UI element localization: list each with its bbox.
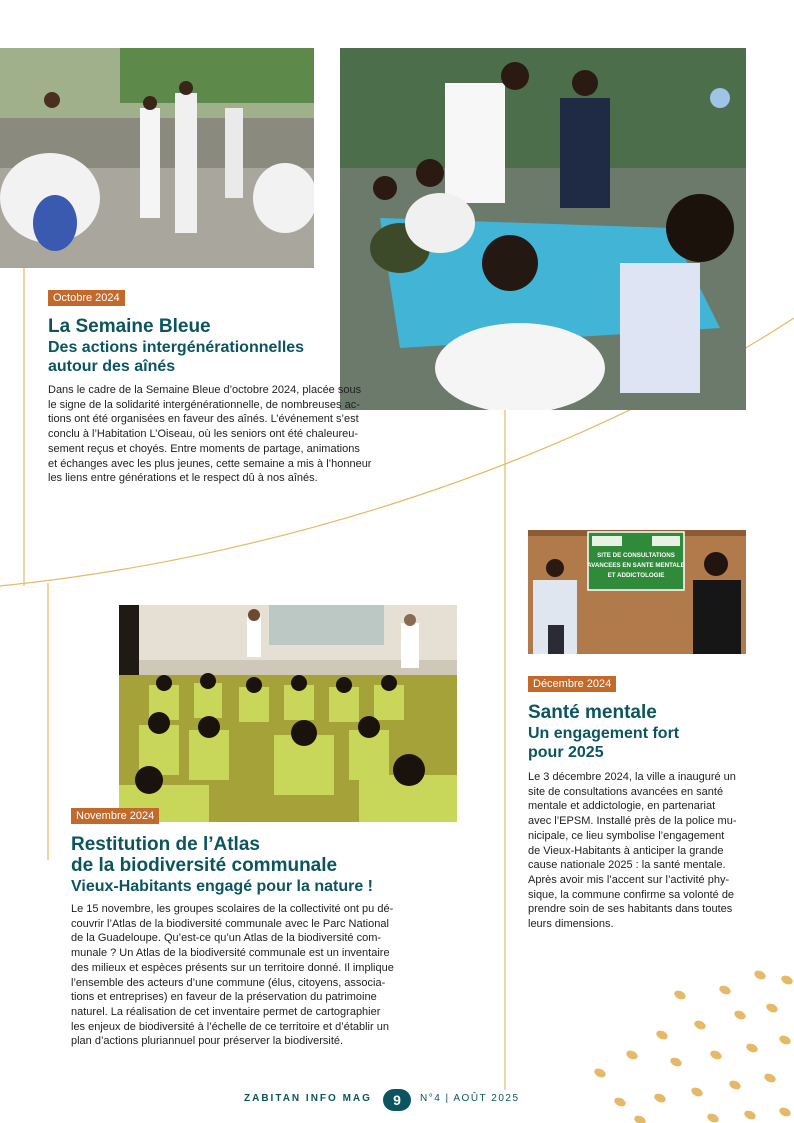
magazine-name: ZABITAN INFO MAG xyxy=(244,1093,372,1104)
semaine-line: le signe de la solidarité intergénérationnelle, de nombreuses ac- xyxy=(48,398,360,411)
atlas-line: plan d’actions pluriannuel pour préserver la biodiversité. xyxy=(71,1035,344,1048)
atlas-line: couvrir l’Atlas de la biodiversité communale avec le Parc National xyxy=(71,917,389,930)
atlas-line: l’ensemble des acteurs d’une commune (élus, citoyens, associa- xyxy=(71,976,386,989)
atlas-line: des milieux et espèces présents sur un territoire donné. Il implique xyxy=(71,961,394,974)
page-footer xyxy=(0,1089,794,1111)
sante-subtitle-line-1: Un engagement fort xyxy=(528,725,680,742)
atlas-presentation-photo xyxy=(119,605,457,822)
sante-line: de Vieux-Habitants à anticiper la grande xyxy=(528,844,724,857)
dance-photo xyxy=(0,48,314,268)
sante-line: mentale et addictologie, en partenariat xyxy=(528,800,716,813)
sign-line-2: AVANCEES EN SANTE MENTALE xyxy=(587,562,685,569)
semaine-line: sement reçus et choyés. Entre moments de partage, animations xyxy=(48,442,360,455)
semaine-line: les liens entre générations et le respect dû à nos aînés. xyxy=(48,472,318,485)
sante-line: site de consultations avancées en santé xyxy=(528,785,724,798)
atlas-line: de la Guadeloupe. Qu’est-ce qu’un Atlas de la biodiversité com- xyxy=(71,932,382,945)
sante-line: Le 3 décembre 2024, la ville a inauguré un xyxy=(528,771,736,783)
semaine-body xyxy=(48,383,390,486)
sante-body xyxy=(528,770,764,932)
atlas-line: tions et entreprises) en faveur de la préservation du patrimoine xyxy=(71,991,377,1004)
atlas-line: naturel. La réalisation de cet inventaire permet de cartographier xyxy=(71,1005,381,1018)
sante-line: nicipale, ce lieu symbolise l’engagement xyxy=(528,829,725,842)
semaine-subtitle-line-1: Des actions intergénérationnelles xyxy=(48,339,305,356)
semaine-line: conclu à l’Habitation L’Oiseau, où les seniors ont été chaleureu- xyxy=(48,428,359,441)
atlas-title-line-1: Restitution de l’Atlas xyxy=(71,834,260,855)
sante-date-tag: Décembre 2024 xyxy=(528,676,616,692)
atlas-line: Le 15 novembre, les groupes scolaires de la collectivité ont pu dé- xyxy=(71,903,394,915)
sante-title: Santé mentale xyxy=(528,702,657,723)
atlas-date-tag: Novembre 2024 xyxy=(71,808,159,824)
semaine-subtitle-line-2: autour des aînés xyxy=(48,358,176,375)
sante-line: cause nationale 2025 : la santé mentale. xyxy=(528,859,726,872)
atlas-title-line-2: de la biodiversité communale xyxy=(71,855,338,876)
issue-info: N°4 | AOÛT 2025 xyxy=(420,1093,520,1104)
page-number: 9 xyxy=(383,1089,411,1111)
sign-line-3: ET ADDICTOLOGIE xyxy=(607,572,665,579)
sante-line: Après avoir mis l’accent sur l’activité phy- xyxy=(528,873,730,886)
semaine-title: La Semaine Bleue xyxy=(48,316,211,337)
sante-line: avec l’EPSM. Installé près de la police mu- xyxy=(528,815,737,828)
sante-subtitle-line-2: pour 2025 xyxy=(528,744,604,761)
semaine-date-tag: Octobre 2024 xyxy=(48,290,125,306)
sante-line: sique, la commune confirme sa volonté de xyxy=(528,888,735,901)
semaine-line: Dans le cadre de la Semaine Bleue d’octobre 2024, placée sous xyxy=(48,384,362,396)
inauguration-photo xyxy=(528,530,746,654)
atlas-line: les enjeux de biodiversité à l’échelle de ce territoire et d’établir un xyxy=(71,1020,389,1033)
sign-line-1: SITE DE CONSULTATIONS xyxy=(597,552,675,559)
card-game-photo xyxy=(340,48,746,410)
atlas-subtitle: Vieux-Habitants engagé pour la nature ! xyxy=(71,878,373,895)
semaine-line: tions ont été organisées en faveur des aînés. L’événement s’est xyxy=(48,413,359,426)
sante-line: leurs dimensions. xyxy=(528,918,614,931)
atlas-line: munale ? Un Atlas de la biodiversité communale est un inventaire xyxy=(71,947,390,960)
atlas-body xyxy=(71,902,421,1049)
semaine-line: et échanges avec les plus jeunes, cette semaine a mis à l’honneur xyxy=(48,457,372,470)
sante-line: prendre soin de ses habitants dans toutes xyxy=(528,903,733,916)
